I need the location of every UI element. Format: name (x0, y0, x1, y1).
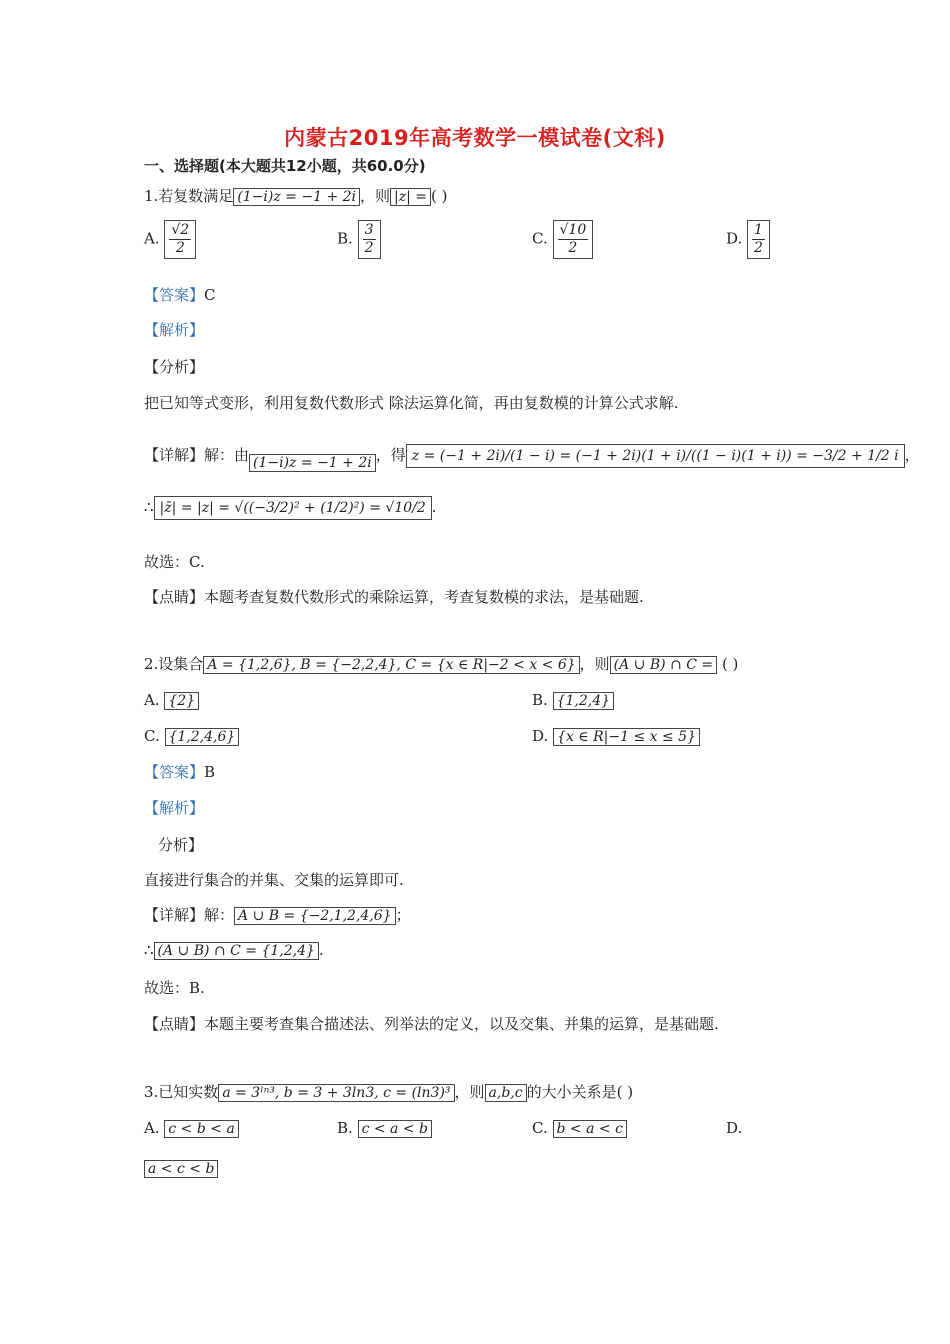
comment-tag: 【点睛】 (144, 588, 205, 606)
option-fraction (747, 220, 770, 259)
question-3-stem (144, 1082, 633, 1102)
q2-stem-prefix: 2.设集合 (144, 655, 204, 673)
answer-tag: 【答案】 (144, 763, 205, 781)
option-letter: A. (144, 1119, 160, 1137)
option-letter: D. (532, 727, 549, 745)
option-letter: C. (144, 727, 160, 745)
q3-stem-mid: ，则 (454, 1083, 485, 1101)
q3-stem-prefix: 3.已知实数 (144, 1083, 219, 1101)
q2-formula-2: (A ∪ B) ∩ C = (610, 656, 717, 674)
q1-fenxi-text: 把已知等式变形，利用复数代数形式 除法运算化简，再由复数模的计算公式求解. (144, 394, 679, 412)
option-letter: B. (337, 229, 353, 248)
option-value: c < a < b (358, 1120, 432, 1138)
detail-mid: ，得 (375, 446, 406, 464)
fraction-denominator: 2 (568, 240, 578, 256)
q1-formula-2: |z| = (390, 188, 431, 206)
option-letter: D. (726, 229, 743, 248)
q2-fenxi-text: 直接进行集合的并集、交集的运算即可. (144, 871, 404, 889)
detail-formula-1: A ∪ B = {−2,1,2,4,6} (234, 907, 396, 925)
therefore-formula: |z̄| = |z| = √((−3/2)² + (1/2)²) = √10/2 (154, 496, 432, 520)
comment-text: 本题主要考查集合描述法、列举法的定义，以及交集、并集的运算，是基础题. (204, 1015, 719, 1033)
q2-fenxi-tag: 分析】 (158, 836, 204, 854)
detail-prefix: 解： (204, 906, 235, 924)
therefore-icon: ∴ (144, 941, 154, 959)
q3-stem-suffix: 的大小关系是( ) (526, 1083, 634, 1101)
therefore-icon: ∴ (144, 498, 154, 516)
q1-option-d[interactable] (726, 220, 770, 259)
detail-formula-2: z = (−1 + 2i)/(1 − i) = (−1 + 2i)(1 + i)/((1 − i)(1 + i)) = −3/2 + 1/2 i (406, 444, 905, 468)
therefore-formula: (A ∪ B) ∩ C = {1,2,4} (154, 942, 319, 960)
therefore-end: . (431, 498, 437, 516)
q2-therefore (144, 940, 324, 960)
fraction-denominator: 2 (754, 240, 763, 256)
option-value: {2} (164, 692, 199, 710)
option-letter: A. (144, 229, 160, 248)
q1-fenxi-tag: 【分析】 (144, 358, 205, 376)
q2-choose: 故选：B. (144, 979, 205, 997)
section-header: 一、选择题(本大题共12小题，共60.0分) (144, 157, 426, 175)
option-letter: B. (532, 691, 548, 709)
q1-detail (144, 440, 920, 472)
comment-text: 本题考查复数代数形式的乘除运算，考查复数模的求法，是基础题. (204, 588, 644, 606)
option-letter: C. (532, 1119, 548, 1137)
q2-stem-suffix: ( ) (721, 655, 739, 673)
option-value: {1,2,4,6} (165, 728, 240, 746)
answer-tag: 【答案】 (144, 286, 205, 304)
q2-analysis-tag: 【解析】 (144, 799, 205, 817)
detail-end: ， (904, 446, 920, 464)
option-value: a < c < b (144, 1160, 218, 1178)
q2-formula: A = {1,2,6}, B = {−2,2,4}, C = {x ∈ R|−2 < x < 6} (203, 656, 579, 674)
option-fraction (553, 220, 594, 259)
comment-tag: 【点睛】 (144, 1015, 205, 1033)
fraction-numerator: 3 (364, 222, 374, 238)
option-letter: C. (532, 229, 548, 248)
question-1-stem (144, 186, 448, 206)
q1-analysis-tag: 【解析】 (144, 321, 205, 339)
q1-option-b[interactable] (337, 220, 381, 259)
q1-stem-mid: ，则 (360, 187, 391, 205)
q2-stem-mid: ，则 (579, 655, 610, 673)
fraction-numerator: √2 (171, 222, 190, 238)
q1-option-a[interactable] (144, 220, 196, 259)
answer-value: C (204, 286, 216, 304)
detail-formula-1: (1−i)z = −1 + 2i (249, 454, 376, 472)
q2-option-b[interactable] (532, 690, 614, 710)
fraction-denominator: 2 (364, 240, 374, 256)
q3-option-d[interactable] (726, 1118, 742, 1138)
option-value: b < a < c (553, 1120, 627, 1138)
q3-option-d-value[interactable] (144, 1158, 218, 1178)
option-fraction (358, 220, 381, 259)
q3-option-b[interactable] (337, 1118, 432, 1138)
q1-formula: (1−i)z = −1 + 2i (233, 188, 360, 206)
q2-option-a[interactable] (144, 690, 199, 710)
detail-end: ； (395, 906, 411, 924)
document-title: 内蒙古2019年高考数学一模试卷(文科) (284, 126, 666, 150)
option-value: {1,2,4} (553, 692, 614, 710)
detail-tag: 【详解】 (144, 906, 205, 924)
q3-formula: a = 3ˡⁿ³, b = 3 + 3ln3, c = (ln3)³ (218, 1084, 454, 1102)
q2-option-c[interactable] (144, 726, 239, 746)
q1-answer (144, 285, 216, 305)
q3-option-c[interactable] (532, 1118, 627, 1138)
detail-prefix: 解：由 (204, 446, 250, 464)
detail-tag: 【详解】 (144, 446, 205, 464)
q2-answer (144, 762, 215, 782)
q1-comment (144, 587, 644, 607)
option-fraction (164, 220, 196, 259)
q1-option-c[interactable] (532, 220, 593, 259)
q3-formula-2: a,b,c (485, 1084, 527, 1102)
q2-comment (144, 1014, 719, 1034)
q3-option-a[interactable] (144, 1118, 239, 1138)
answer-value: B (204, 763, 216, 781)
option-value: c < b < a (164, 1120, 238, 1138)
fraction-numerator: √10 (559, 222, 587, 238)
q2-option-d[interactable] (532, 726, 700, 746)
q2-detail (144, 905, 411, 925)
option-letter: A. (144, 691, 160, 709)
q1-choose: 故选：C. (144, 553, 205, 571)
q1-stem-suffix: ( ) (431, 187, 448, 205)
option-letter: D. (726, 1119, 743, 1137)
option-letter: B. (337, 1119, 353, 1137)
q1-therefore (144, 496, 437, 520)
option-value: {x ∈ R|−1 ≤ x ≤ 5} (553, 728, 700, 746)
therefore-end: . (318, 941, 324, 959)
question-2-stem (144, 654, 738, 674)
q1-stem-prefix: 1.若复数满足 (144, 187, 234, 205)
fraction-denominator: 2 (175, 240, 185, 256)
fraction-numerator: 1 (754, 222, 763, 238)
